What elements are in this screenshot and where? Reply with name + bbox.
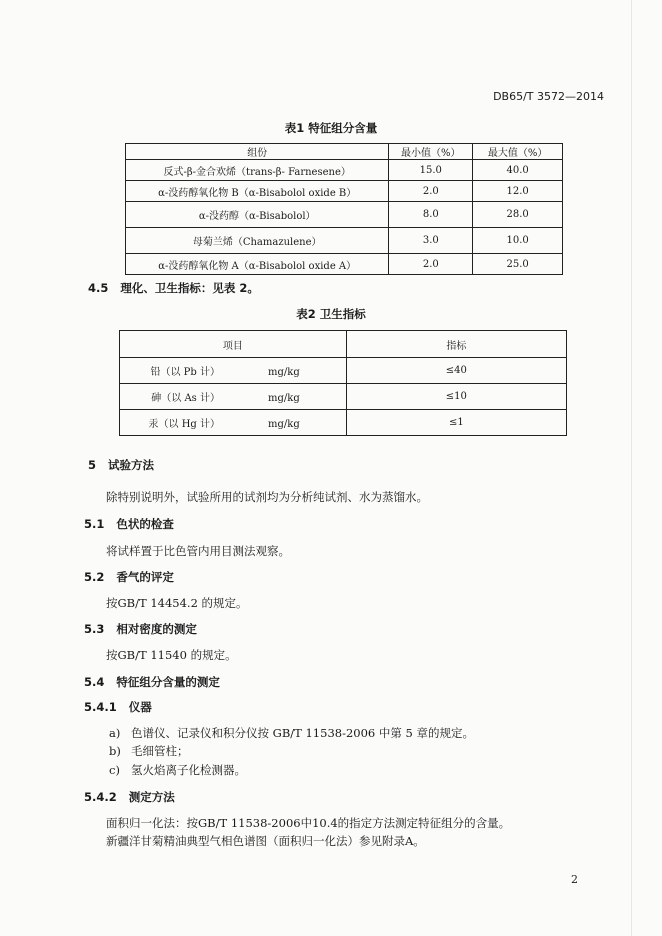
section-5-1-heading <box>84 516 174 532</box>
item-unit: mg/kg <box>268 393 300 404</box>
min-value: 2.0 <box>389 181 473 202</box>
list-item <box>109 743 189 759</box>
item-unit: mg/kg <box>268 367 300 378</box>
max-value: 10.0 <box>473 228 563 254</box>
table2-header-row <box>120 331 567 358</box>
component-name: 反式-β-金合欢烯（trans-β- Farnesene） <box>126 160 389 181</box>
indicator-value: ≤1 <box>346 410 566 436</box>
table1-header-min: 最小值（%） <box>389 144 473 160</box>
section-5-3-heading <box>84 621 197 637</box>
section-number: 5.1 <box>84 517 105 531</box>
section-5-2-body: 按GB/T 14454.2 的规定。 <box>106 596 248 610</box>
table-row <box>126 181 563 202</box>
item-name: 铅（以 Pb 计） <box>150 367 220 378</box>
table2 <box>119 330 567 436</box>
item-name: 汞（以 Hg 计） <box>148 419 220 430</box>
section-5-body: 除特别说明外，试验所用的试剂均为分析纯试剂、水为蒸馏水。 <box>106 490 428 504</box>
section-5-4-2-body-1: 面积归一化法：按GB/T 11538-2006中10.4的指定方法测定特征组分的含量。 <box>106 816 511 830</box>
section-number: 5.4.2 <box>84 790 117 804</box>
max-value: 28.0 <box>473 202 563 228</box>
section-title: 色状的检查 <box>116 517 174 531</box>
section-5-1-body: 将试样置于比色管内用目测法观察。 <box>106 544 290 558</box>
section-5-3-body: 按GB/T 11540 的规定。 <box>106 648 237 662</box>
table-row <box>126 254 563 275</box>
scan-edge-line <box>631 0 632 936</box>
table1-header-component: 组份 <box>126 144 389 160</box>
section-text: 理化、卫生指标：见表 2。 <box>120 281 259 295</box>
doc-code: DB65/T 3572—2014 <box>493 90 604 103</box>
component-name: α-没药醇氧化物 B（α-Bisabolol oxide B） <box>126 181 389 202</box>
section-5-2-heading <box>84 569 174 585</box>
max-value: 25.0 <box>473 254 563 275</box>
section-5-heading <box>88 457 154 473</box>
section-title: 特征组分含量的测定 <box>116 675 220 689</box>
indicator-value: ≤10 <box>346 384 566 410</box>
min-value: 3.0 <box>389 228 473 254</box>
component-name: 母菊兰烯（Chamazulene） <box>126 228 389 254</box>
table-row <box>126 202 563 228</box>
item-cell <box>120 410 347 436</box>
table-row <box>120 384 567 410</box>
list-text: 毛细管柱； <box>131 744 189 758</box>
page-number: 2 <box>571 873 578 886</box>
table1-header-row <box>126 144 563 160</box>
table2-header-item: 项目 <box>120 331 347 358</box>
section-title: 试验方法 <box>108 458 155 472</box>
item-cell <box>120 384 347 410</box>
section-number: 5 <box>88 458 97 472</box>
max-value: 40.0 <box>473 160 563 181</box>
section-4-5 <box>88 280 259 296</box>
section-title: 测定方法 <box>128 790 175 804</box>
table1-caption: 表1 特征组分含量 <box>284 121 378 135</box>
list-marker: b) <box>109 744 121 758</box>
section-title: 相对密度的测定 <box>116 622 197 636</box>
component-name: α-没药醇（α-Bisabolol） <box>126 202 389 228</box>
section-number: 5.2 <box>84 570 105 584</box>
table2-caption: 表2 卫生指标 <box>296 307 366 321</box>
min-value: 15.0 <box>389 160 473 181</box>
max-value: 12.0 <box>473 181 563 202</box>
table-row <box>126 160 563 181</box>
list-marker: a) <box>109 726 121 740</box>
item-unit: mg/kg <box>268 419 300 430</box>
list-text: 氢火焰离子化检测器。 <box>131 763 246 777</box>
section-title: 香气的评定 <box>116 570 174 584</box>
list-marker: c) <box>109 763 120 777</box>
section-title: 仪器 <box>128 700 152 714</box>
min-value: 2.0 <box>389 254 473 275</box>
list-text: 色谱仪、记录仪和积分仪按 GB/T 11538-2006 中第 5 章的规定。 <box>131 726 475 740</box>
list-item <box>109 762 246 778</box>
section-number: 5.4.1 <box>84 700 117 714</box>
item-cell <box>120 358 347 384</box>
table1 <box>125 143 563 275</box>
section-5-4-1-heading <box>84 699 152 715</box>
component-name: α-没药醇氧化物 A（α-Bisabolol oxide A） <box>126 254 389 275</box>
section-number: 5.4 <box>84 675 105 689</box>
section-5-4-2-heading <box>84 789 175 805</box>
section-number: 5.3 <box>84 622 105 636</box>
table-row <box>120 358 567 384</box>
table-row <box>120 410 567 436</box>
table1-header-max: 最大值（%） <box>473 144 563 160</box>
list-item <box>109 725 474 741</box>
min-value: 8.0 <box>389 202 473 228</box>
item-name: 砷（以 As 计） <box>151 393 220 404</box>
section-number: 4.5 <box>88 281 109 295</box>
table2-header-indicator: 指标 <box>346 331 566 358</box>
section-5-4-2-body-2: 新疆洋甘菊精油典型气相色谱图（面积归一化法）参见附录A。 <box>106 834 425 848</box>
table-row <box>126 228 563 254</box>
indicator-value: ≤40 <box>346 358 566 384</box>
section-5-4-heading <box>84 674 220 690</box>
